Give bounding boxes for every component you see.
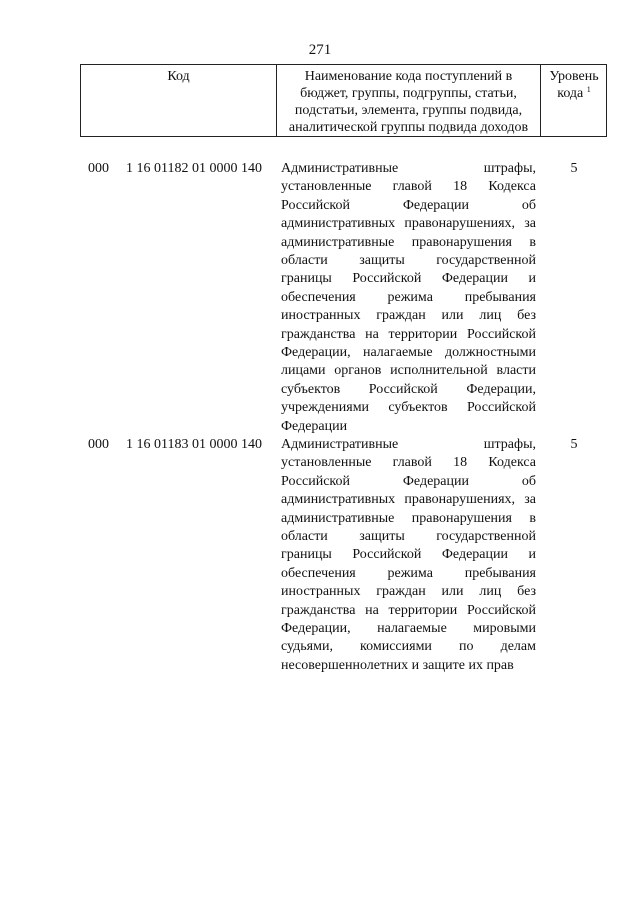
revenue-code: 1 16 01183 01 0000 140 [126, 437, 262, 452]
name-line: обеспечения режима пребывания [281, 289, 536, 305]
name-line: установленные главой 18 Кодекса [281, 455, 536, 471]
name-line: судьями, комиссиями по делам [281, 639, 536, 655]
name-line: несовершеннолетних и защите их прав [281, 657, 514, 673]
revenue-code: 1 16 01182 01 0000 140 [126, 161, 262, 176]
name-line: Федерации, налагаемые должностными [281, 345, 536, 361]
header-level-line: Уровень [549, 69, 599, 84]
name-line: Административные штрафы, [281, 161, 536, 176]
name-line: Федерации [281, 418, 348, 434]
footnote-marker: 1 [586, 85, 591, 94]
admin-code: 000 [88, 161, 109, 176]
name-line: обеспечения режима пребывания [281, 565, 536, 581]
name-line: области защиты государственной [281, 529, 536, 545]
name-line: иностранных граждан или лиц без [281, 584, 536, 600]
code-level: 5 [570, 437, 578, 452]
name-line: Российской Федерации об [281, 197, 536, 213]
name-line: учреждениями субъектов Российской [281, 400, 536, 416]
admin-code: 000 [88, 437, 109, 452]
header-name [277, 68, 540, 136]
name-line: Федерации, налагаемые мировыми [281, 621, 536, 637]
page-number: 271 [308, 42, 332, 58]
header-name-line: бюджет, группы, подгруппы, статьи, [300, 86, 517, 101]
name-line: границы Российской Федерации и [281, 271, 536, 287]
name-line: административные правонарушения в [281, 234, 536, 250]
header-code: Код [167, 69, 190, 84]
name-line: гражданства на территории Российской [281, 602, 536, 618]
code-level: 5 [570, 161, 578, 176]
name-line: установленные главой 18 Кодекса [281, 179, 536, 195]
name-line: Российской Федерации об [281, 473, 536, 489]
name-line: административных правонарушениях, за [281, 492, 536, 508]
header-level-line [541, 85, 607, 102]
name-line: границы Российской Федерации и [281, 547, 536, 563]
name-line: области защиты государственной [281, 253, 536, 269]
header-level [541, 68, 607, 102]
table-header [80, 64, 607, 137]
name-line: Административные штрафы, [281, 437, 536, 452]
header-name-line: аналитической группы подвида доходов [288, 120, 529, 135]
name-line: административных правонарушениях, за [281, 216, 536, 232]
name-line: субъектов Российской Федерации, [281, 381, 536, 397]
name-line: лицами органов исполнительной власти [281, 363, 536, 379]
header-level-label: кода [557, 86, 584, 101]
name-line: гражданства на территории Российской [281, 326, 536, 342]
header-name-line: подстатьи, элемента, группы подвида, [294, 103, 523, 118]
revenue-name [281, 160, 536, 436]
name-line: иностранных граждан или лиц без [281, 308, 536, 324]
name-line: административные правонарушения в [281, 510, 536, 526]
header-name-line: Наименование кода поступлений в [304, 69, 513, 84]
revenue-name [281, 436, 536, 675]
